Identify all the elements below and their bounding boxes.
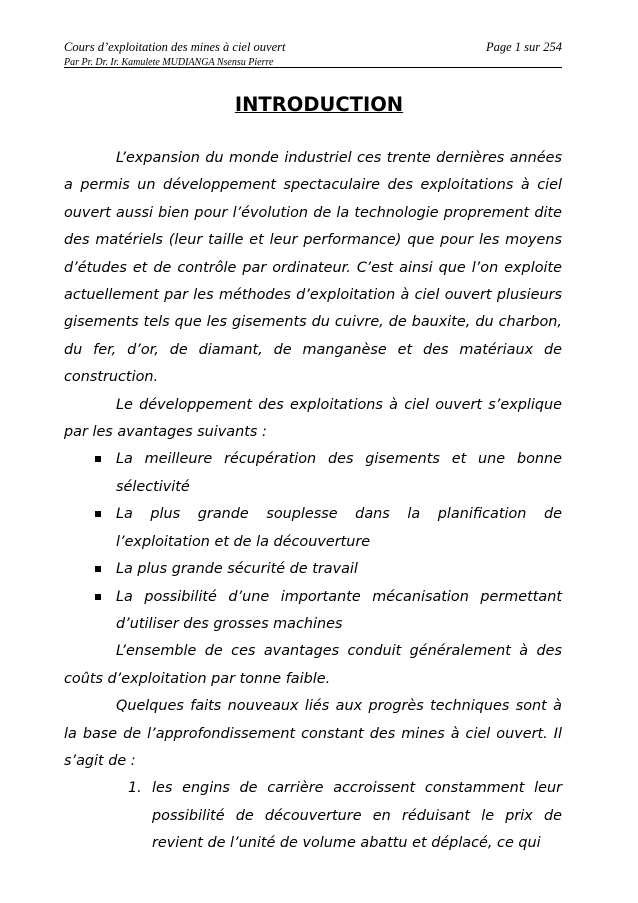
paragraph: Quelques faits nouveaux liés aux progrès techniques sont à la base de l’approfondissement constant des mines à ciel ouvert. Il s’agit de : bbox=[64, 698, 562, 769]
list-item bbox=[64, 556, 562, 583]
section-title: INTRODUCTION bbox=[234, 93, 404, 116]
numbered-item bbox=[64, 775, 562, 857]
course-title: Cours d’exploitation des mines à ciel ouvert bbox=[64, 40, 286, 54]
advantages-list bbox=[64, 446, 562, 638]
list-item-text: La plus grande sécurité de travail bbox=[116, 561, 358, 578]
list-item bbox=[64, 501, 562, 556]
list-item bbox=[64, 584, 562, 639]
square-bullet-icon bbox=[95, 594, 101, 600]
item-number: 1. bbox=[128, 780, 142, 797]
facts-list bbox=[64, 775, 562, 857]
paragraph: L’ensemble de ces avantages conduit généralement à des coûts d’exploitation par tonne faible. bbox=[64, 643, 562, 687]
author-line: Par Pr. Dr. Ir. Kamulete MUDIANGA Nsensu Pierre bbox=[64, 57, 274, 68]
list-item-text: La meilleure récupération des gisements et une bonne sélectivité bbox=[116, 451, 562, 495]
paragraph: Le développement des exploitations à ciel ouvert s’explique par les avantages suivants : bbox=[64, 396, 562, 441]
square-bullet-icon bbox=[95, 511, 101, 517]
list-item-text: La plus grande souplesse dans la planification de l’exploitation et de la découverture bbox=[116, 506, 562, 550]
square-bullet-icon bbox=[95, 566, 101, 572]
page-number: Page 1 sur 254 bbox=[485, 40, 562, 54]
list-item bbox=[64, 446, 562, 501]
numbered-item-text: les engins de carrière accroissent constamment leur possibilité de découverture en réduisant le prix de revient de l’unité de volume abattu et déplacé, ce qui bbox=[152, 780, 562, 852]
header-line-1 bbox=[64, 40, 562, 55]
body-text bbox=[64, 145, 562, 858]
page-header bbox=[64, 40, 562, 69]
square-bullet-icon bbox=[95, 456, 101, 462]
header-divider bbox=[64, 67, 562, 68]
list-item-text: La possibilité d’une importante mécanisation permettant d’utiliser des grosses machines bbox=[116, 588, 562, 632]
paragraph: L’expansion du monde industriel ces trente dernières années a permis un développement spectaculaire des exploitations à ciel ouvert aussi bien pour l’évolution de la technologie proprement dite des matériels (leur taille et leur performance) que pour les moyens d’études et de contrôle par ordinateur. C’est ainsi que l’on exploite actuellement par les méthodes d’exploitation à ciel ouvert plusieurs gisements tels que les gisements du cuivre, de bauxite, du charbon, du fer, d’or, de diamant, de manganèse et des matériaux de construction. bbox=[64, 150, 562, 386]
